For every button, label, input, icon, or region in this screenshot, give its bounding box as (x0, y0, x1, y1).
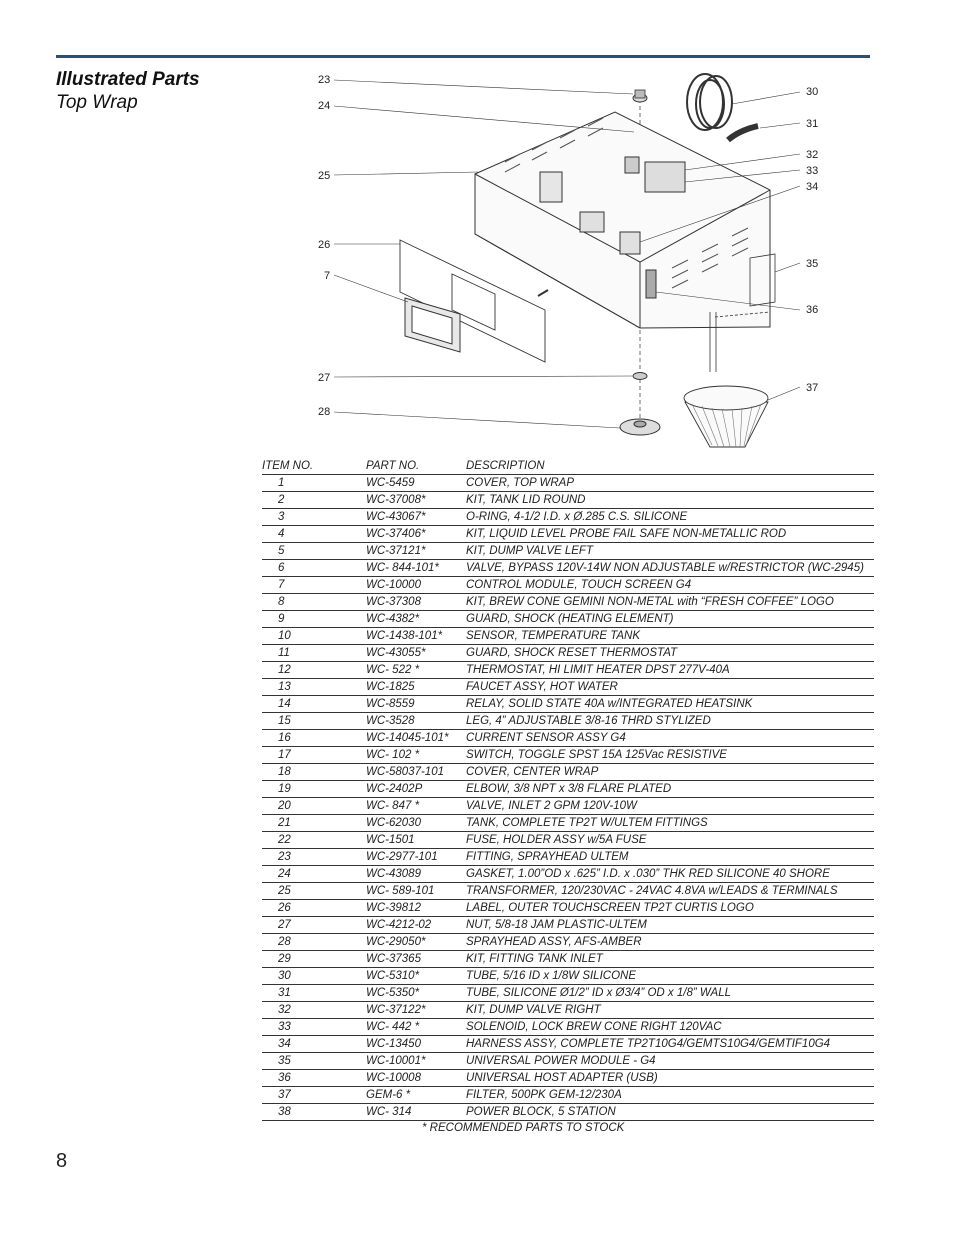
description-cell: SPRAYHEAD ASSY, AFS-AMBER (466, 934, 874, 951)
part-number-cell: WC-3528 (366, 713, 466, 730)
description-cell: SOLENOID, LOCK BREW CONE RIGHT 120VAC (466, 1019, 874, 1036)
part-number-cell: WC-1438-101* (366, 628, 466, 645)
description-cell: TRANSFORMER, 120/230VAC - 24VAC 4.8VA w/LEADS & TERMINALS (466, 883, 874, 900)
description-cell: LEG, 4” ADJUSTABLE 3/8-16 THRD STYLIZED (466, 713, 874, 730)
table-row (262, 662, 874, 679)
part-number-cell: WC- 522 * (366, 662, 466, 679)
table-row (262, 781, 874, 798)
part-number-cell: WC-37365 (366, 951, 466, 968)
part-number-cell: WC-37008* (366, 492, 466, 509)
part-number-cell: WC-2402P (366, 781, 466, 798)
part-number-cell: WC-13450 (366, 1036, 466, 1053)
part-number-cell: WC-58037-101 (366, 764, 466, 781)
table-row (262, 985, 874, 1002)
description-cell: CURRENT SENSOR ASSY G4 (466, 730, 874, 747)
description-cell: SENSOR, TEMPERATURE TANK (466, 628, 874, 645)
table-row (262, 696, 874, 713)
table-row (262, 475, 874, 492)
description-cell: UNIVERSAL HOST ADAPTER (USB) (466, 1070, 874, 1087)
table-row (262, 1053, 874, 1070)
description-cell: LABEL, OUTER TOUCHSCREEN TP2T CURTIS LOGO (466, 900, 874, 917)
description-cell: VALVE, INLET 2 GPM 120V-10W (466, 798, 874, 815)
table-row (262, 1036, 874, 1053)
part-number-cell: WC-5459 (366, 475, 466, 492)
callout-32: 32 (806, 149, 819, 161)
description-cell: THERMOSTAT, HI LIMIT HEATER DPST 277V-40A (466, 662, 874, 679)
description-cell: KIT, DUMP VALVE RIGHT (466, 1002, 874, 1019)
part-number-cell: WC- 102 * (366, 747, 466, 764)
part-number-cell: WC-8559 (366, 696, 466, 713)
table-row (262, 764, 874, 781)
callout-24: 24 (318, 100, 331, 112)
description-cell: TUBE, SILICONE Ø1/2” ID x Ø3/4” OD x 1/8” WALL (466, 985, 874, 1002)
item-number-cell: 7 (262, 577, 366, 594)
description-cell: COVER, TOP WRAP (466, 475, 874, 492)
description-cell: CONTROL MODULE, TOUCH SCREEN G4 (466, 577, 874, 594)
footnote: * RECOMMENDED PARTS TO STOCK (422, 1122, 625, 1134)
description-cell: SWITCH, TOGGLE SPST 15A 125Vac RESISTIVE (466, 747, 874, 764)
part-number-cell: WC-10001* (366, 1053, 466, 1070)
callout-26: 26 (318, 239, 331, 251)
item-number-cell: 18 (262, 764, 366, 781)
callout-30: 30 (806, 86, 819, 98)
description-cell: UNIVERSAL POWER MODULE - G4 (466, 1053, 874, 1070)
parts-table-body (262, 475, 874, 1121)
table-row (262, 1087, 874, 1104)
item-number-cell: 4 (262, 526, 366, 543)
description-cell: O-RING, 4-1/2 I.D. x Ø.285 C.S. SILICONE (466, 509, 874, 526)
part-number-cell: WC-4212-02 (366, 917, 466, 934)
table-row (262, 526, 874, 543)
table-row (262, 1019, 874, 1036)
item-number-cell: 38 (262, 1104, 366, 1121)
parts-table (262, 458, 874, 1121)
callout-25: 25 (318, 170, 331, 182)
part-number-cell: WC-39812 (366, 900, 466, 917)
description-cell: KIT, DUMP VALVE LEFT (466, 543, 874, 560)
part-number-cell: WC-1825 (366, 679, 466, 696)
table-row (262, 509, 874, 526)
description-cell: COVER, CENTER WRAP (466, 764, 874, 781)
item-number-cell: 5 (262, 543, 366, 560)
item-number-cell: 31 (262, 985, 366, 1002)
column-header-part-no: PART NO. (366, 458, 466, 475)
description-cell: TANK, COMPLETE TP2T W/ULTEM FITTINGS (466, 815, 874, 832)
description-cell: FUSE, HOLDER ASSY w/5A FUSE (466, 832, 874, 849)
column-header-item-no: ITEM NO. (262, 458, 366, 475)
callout-34: 34 (806, 181, 819, 193)
part-number-cell: WC- 589-101 (366, 883, 466, 900)
table-row (262, 798, 874, 815)
parts-table-header (262, 458, 874, 475)
part-number-cell: GEM-6 * (366, 1087, 466, 1104)
part-number-cell: WC-37406* (366, 526, 466, 543)
part-number-cell: WC-62030 (366, 815, 466, 832)
table-row (262, 866, 874, 883)
callout-35: 35 (806, 258, 819, 270)
table-row (262, 594, 874, 611)
item-number-cell: 32 (262, 1002, 366, 1019)
description-cell: KIT, TANK LID ROUND (466, 492, 874, 509)
item-number-cell: 15 (262, 713, 366, 730)
item-number-cell: 16 (262, 730, 366, 747)
table-row (262, 492, 874, 509)
item-number-cell: 13 (262, 679, 366, 696)
table-row (262, 611, 874, 628)
description-cell: ELBOW, 3/8 NPT x 3/8 FLARE PLATED (466, 781, 874, 798)
item-number-cell: 1 (262, 475, 366, 492)
description-cell: TUBE, 5/16 ID x 1/8W SILICONE (466, 968, 874, 985)
item-number-cell: 22 (262, 832, 366, 849)
part-number-cell: WC-14045-101* (366, 730, 466, 747)
part-number-cell: WC-1501 (366, 832, 466, 849)
top-wrap-box (475, 112, 770, 328)
item-number-cell: 8 (262, 594, 366, 611)
part-number-cell: WC-43089 (366, 866, 466, 883)
item-number-cell: 12 (262, 662, 366, 679)
item-number-cell: 26 (262, 900, 366, 917)
item-number-cell: 14 (262, 696, 366, 713)
silicone-tube-part (728, 126, 758, 140)
table-row (262, 645, 874, 662)
page-subtitle: Top Wrap (56, 92, 138, 113)
item-number-cell: 19 (262, 781, 366, 798)
part-number-cell: WC-43067* (366, 509, 466, 526)
part-number-cell: WC-2977-101 (366, 849, 466, 866)
item-number-cell: 29 (262, 951, 366, 968)
callout-36: 36 (806, 304, 819, 316)
callout-37: 37 (806, 382, 819, 394)
description-cell: POWER BLOCK, 5 STATION (466, 1104, 874, 1121)
callout-7: 7 (324, 270, 331, 282)
item-number-cell: 28 (262, 934, 366, 951)
page-number: 8 (56, 1150, 68, 1172)
description-cell: FAUCET ASSY, HOT WATER (466, 679, 874, 696)
table-row (262, 815, 874, 832)
table-row (262, 679, 874, 696)
table-row (262, 560, 874, 577)
jam-nut-part (633, 373, 647, 380)
part-number-cell: WC-4382* (366, 611, 466, 628)
part-number-cell: WC-37122* (366, 1002, 466, 1019)
callout-31: 31 (806, 118, 819, 130)
item-number-cell: 2 (262, 492, 366, 509)
table-row (262, 577, 874, 594)
table-row (262, 883, 874, 900)
description-cell: GASKET, 1.00”OD x .625” I.D. x .030” THK RED SILICONE 40 SHORE (466, 866, 874, 883)
description-cell: FITTING, SPRAYHEAD ULTEM (466, 849, 874, 866)
description-cell: NUT, 5/8-18 JAM PLASTIC-ULTEM (466, 917, 874, 934)
part-number-cell: WC-10000 (366, 577, 466, 594)
table-row (262, 849, 874, 866)
description-cell: GUARD, SHOCK RESET THERMOSTAT (466, 645, 874, 662)
part-number-cell: WC- 314 (366, 1104, 466, 1121)
table-row (262, 951, 874, 968)
sprayhead-part (620, 419, 660, 435)
part-number-cell: WC-29050* (366, 934, 466, 951)
sprayhead-fitting-part (633, 90, 647, 102)
table-row (262, 1070, 874, 1087)
item-number-cell: 24 (262, 866, 366, 883)
item-number-cell: 36 (262, 1070, 366, 1087)
table-row (262, 832, 874, 849)
item-number-cell: 9 (262, 611, 366, 628)
part-number-cell: WC-37308 (366, 594, 466, 611)
table-row (262, 917, 874, 934)
silicone-tube-coil-part (687, 74, 732, 130)
item-number-cell: 17 (262, 747, 366, 764)
column-header-description: DESCRIPTION (466, 458, 874, 475)
description-cell: VALVE, BYPASS 120V-14W NON ADJUSTABLE w/RESTRICTOR (WC-2945) (466, 560, 874, 577)
part-number-cell: WC-43055* (366, 645, 466, 662)
part-number-cell: WC- 844-101* (366, 560, 466, 577)
table-row (262, 628, 874, 645)
callout-28: 28 (318, 406, 331, 418)
page-title-block (56, 68, 200, 114)
description-cell: GUARD, SHOCK (HEATING ELEMENT) (466, 611, 874, 628)
description-cell: FILTER, 500PK GEM-12/230A (466, 1087, 874, 1104)
item-number-cell: 6 (262, 560, 366, 577)
item-number-cell: 27 (262, 917, 366, 934)
item-number-cell: 10 (262, 628, 366, 645)
part-number-cell: WC-37121* (366, 543, 466, 560)
table-row (262, 900, 874, 917)
table-row (262, 543, 874, 560)
callout-23: 23 (318, 74, 331, 86)
table-row (262, 968, 874, 985)
item-number-cell: 37 (262, 1087, 366, 1104)
description-cell: KIT, BREW CONE GEMINI NON-METAL with “FRESH COFFEE” LOGO (466, 594, 874, 611)
callout-27: 27 (318, 372, 331, 384)
item-number-cell: 11 (262, 645, 366, 662)
paper-filter-part (684, 386, 768, 447)
screw-part (538, 290, 548, 296)
item-number-cell: 21 (262, 815, 366, 832)
item-number-cell: 3 (262, 509, 366, 526)
item-number-cell: 33 (262, 1019, 366, 1036)
item-number-cell: 35 (262, 1053, 366, 1070)
header-rule (56, 55, 870, 58)
item-number-cell: 30 (262, 968, 366, 985)
exploded-parts-diagram (300, 62, 860, 452)
table-row (262, 713, 874, 730)
description-cell: RELAY, SOLID STATE 40A w/INTEGRATED HEATSINK (466, 696, 874, 713)
table-row (262, 747, 874, 764)
description-cell: HARNESS ASSY, COMPLETE TP2T10G4/GEMTS10G4/GEMTIF10G4 (466, 1036, 874, 1053)
table-row (262, 1104, 874, 1121)
page-title: Illustrated Parts (56, 69, 200, 90)
description-cell: KIT, LIQUID LEVEL PROBE FAIL SAFE NON-METALLIC ROD (466, 526, 874, 543)
part-number-cell: WC-5350* (366, 985, 466, 1002)
item-number-cell: 34 (262, 1036, 366, 1053)
part-number-cell: WC- 847 * (366, 798, 466, 815)
description-cell: KIT, FITTING TANK INLET (466, 951, 874, 968)
part-number-cell: WC-5310* (366, 968, 466, 985)
callout-33: 33 (806, 165, 819, 177)
part-number-cell: WC- 442 * (366, 1019, 466, 1036)
item-number-cell: 23 (262, 849, 366, 866)
part-number-cell: WC-10008 (366, 1070, 466, 1087)
table-row (262, 730, 874, 747)
table-row (262, 934, 874, 951)
item-number-cell: 20 (262, 798, 366, 815)
item-number-cell: 25 (262, 883, 366, 900)
table-row (262, 1002, 874, 1019)
